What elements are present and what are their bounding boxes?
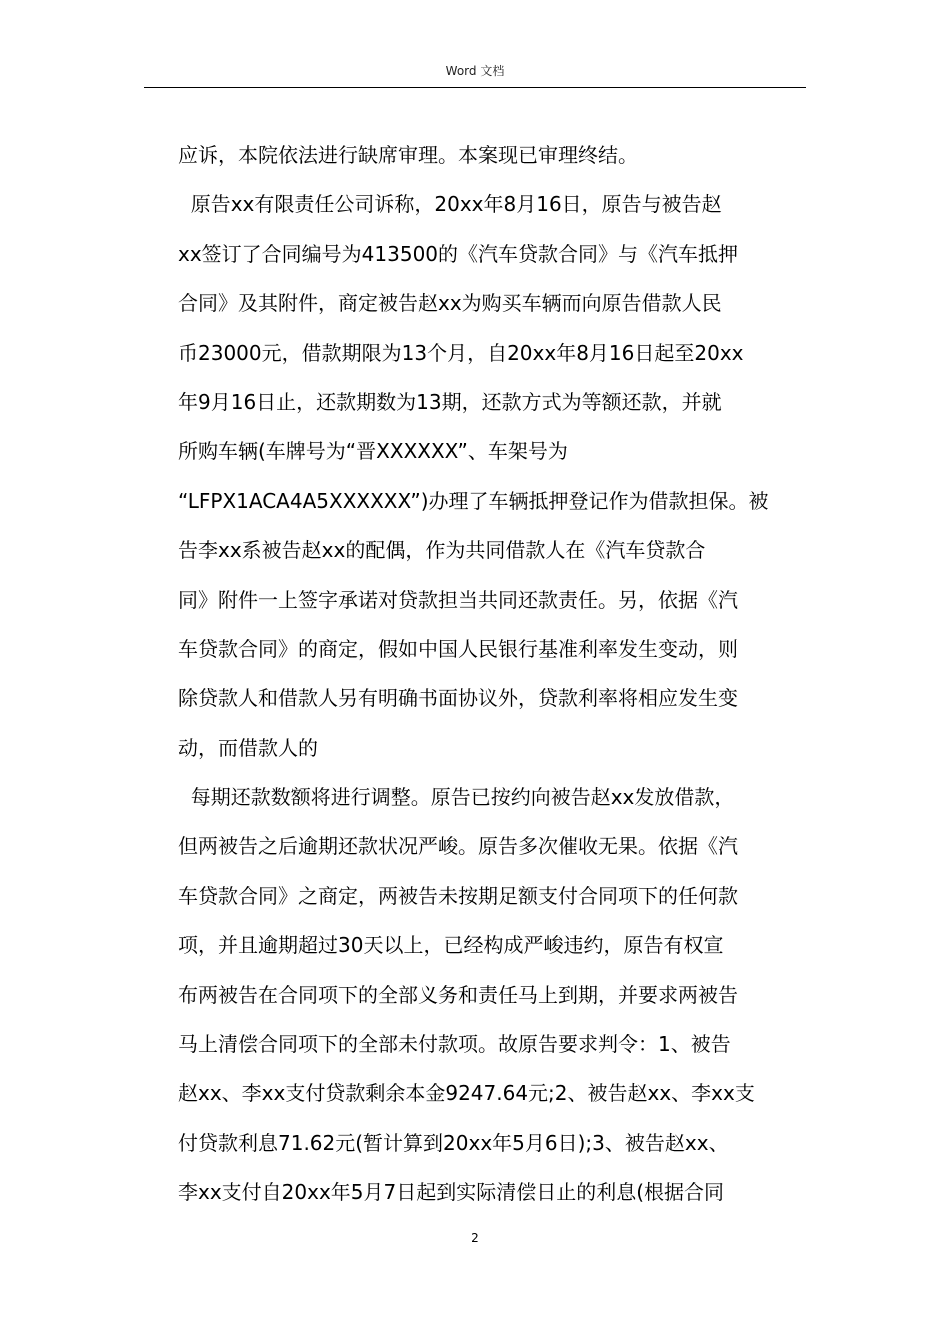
page-number: 2 — [471, 1231, 479, 1245]
text-line: 马上清偿合同项下的全部未付款项。故原告要求判令：1、被告 — [178, 1032, 731, 1057]
text-line: 合同》及其附件，商定被告赵xx为购买车辆而向原告借款人民 — [178, 291, 722, 316]
header-divider — [144, 87, 806, 88]
text-line: 车贷款合同》之商定，两被告未按期足额支付合同项下的任何款 — [178, 883, 738, 908]
text-line: 除贷款人和借款人另有明确书面协议外，贷款利率将相应发生变 — [178, 686, 738, 711]
page-header-title: Word 文档 — [445, 64, 505, 78]
text-line: 赵xx、李xx支付贷款剩余本金9247.64元;2、被告赵xx、李xx支 — [178, 1081, 755, 1106]
text-line: 动，而借款人的 — [178, 735, 318, 760]
text-line: 付贷款利息71.62元(暂计算到20xx年5月6日);3、被告赵xx、 — [178, 1130, 729, 1155]
text-line: 但两被告之后逾期还款状况严峻。原告多次催收无果。依据《汽 — [178, 834, 738, 859]
text-line: 车贷款合同》的商定，假如中国人民银行基准利率发生变动，则 — [178, 636, 738, 661]
document-body — [178, 131, 808, 1218]
text-line: 应诉，本院依法进行缺席审理。本案现已审理终结。 — [178, 143, 638, 167]
text-line: 每期还款数额将进行调整。原告已按约向被告赵xx发放借款， — [178, 785, 735, 810]
text-line: 布两被告在合同项下的全部义务和责任马上到期，并要求两被告 — [178, 982, 738, 1007]
text-line: 原告xx有限责任公司诉称，20xx年8月16日，原告与被告赵 — [178, 192, 722, 217]
text-line: 币23000元，借款期限为13个月，自20xx年8月16日起至20xx — [178, 340, 744, 365]
text-line: 告李xx系被告赵xx的配偶，作为共同借款人在《汽车贷款合 — [178, 538, 706, 563]
text-line: 年9月16日止，还款期数为13期，还款方式为等额还款，并就 — [178, 389, 722, 414]
text-line: “LFPX1ACA4A5XXXXXX”)办理了车辆抵押登记作为借款担保。被 — [178, 488, 769, 513]
text-line: 项，并且逾期超过30天以上，已经构成严峻违约，原告有权宣 — [178, 933, 724, 958]
text-line: 同》附件一上签字承诺对贷款担当共同还款责任。另，依据《汽 — [178, 587, 738, 612]
text-line: xx签订了合同编号为413500的《汽车贷款合同》与《汽车抵押 — [178, 241, 739, 266]
text-line: 李xx支付自20xx年5月7日起到实际清偿日止的利息(根据合同 — [178, 1180, 725, 1205]
text-line: 所购车辆(车牌号为“晋XXXXXX”、车架号为 — [178, 439, 568, 464]
